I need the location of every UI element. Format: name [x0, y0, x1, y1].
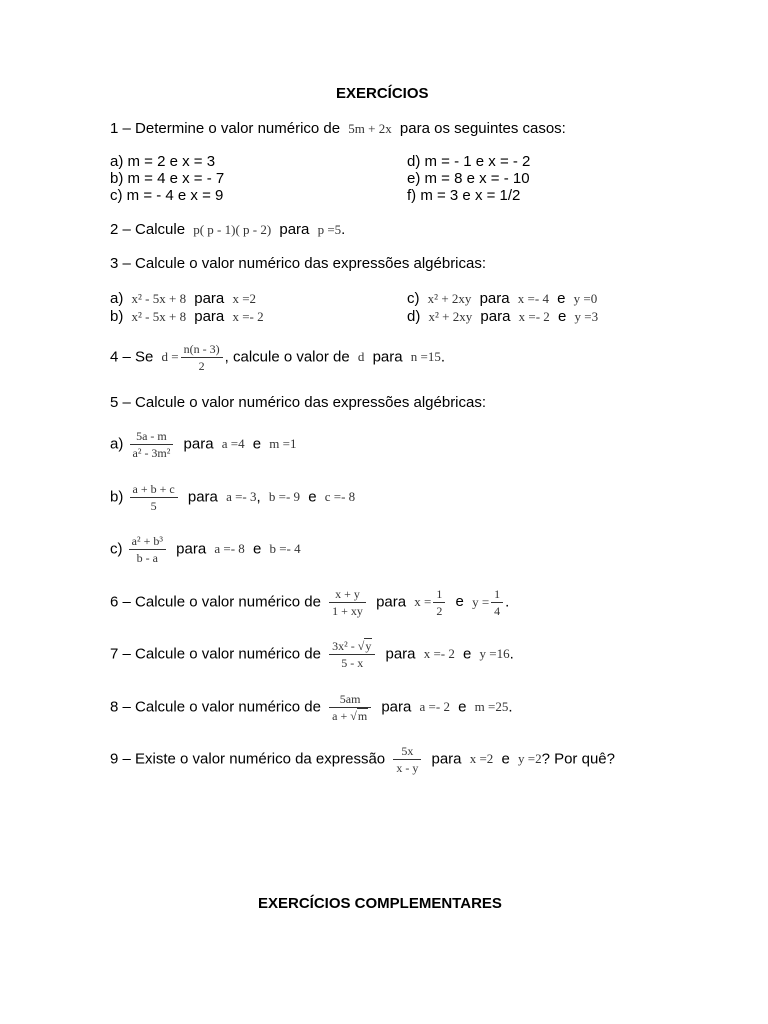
q1-case-e: e) m = 8 e x = - 10: [407, 170, 530, 187]
q5-b-para: para: [187, 488, 218, 506]
q4-text: 4 – Se: [110, 348, 154, 366]
q3-d-condition-1: x =- 2: [518, 309, 550, 324]
q2-text: 2 – Calcule: [110, 221, 186, 238]
q4-condition: n =15: [410, 349, 441, 365]
q5-a-and: e: [252, 435, 262, 453]
q3-c-para: para: [479, 290, 510, 307]
q1-case-f: f) m = 3 e x = 1/2: [407, 187, 521, 204]
question-2: [110, 221, 345, 238]
q5-item-c: [110, 534, 301, 565]
q1-case-b: b) m = 4 e x = - 7: [110, 170, 225, 187]
q5-a-denominator: a² - 3m²: [132, 446, 171, 460]
q8-para: para: [381, 698, 412, 716]
q9-condition-2: y =2: [517, 751, 542, 767]
q7-numerator: 3x² - √y: [329, 639, 375, 655]
q9-fraction: [393, 744, 421, 775]
q4-variable: d: [357, 349, 365, 365]
q3-b-expression: x² - 5x + 8: [131, 309, 187, 324]
q3-c-and: e: [557, 290, 566, 307]
q4-para: para: [372, 348, 403, 366]
q8-condition-2: m =25: [474, 699, 509, 715]
q3-c-condition-1: x =- 4: [517, 291, 549, 306]
q1-case-a: a) m = 2 e x = 3: [110, 153, 216, 170]
page-title: EXERCÍCIOS: [336, 85, 429, 102]
q1-text: 1 – Determine o valor numérico de: [110, 120, 341, 137]
q5-b-label: b): [110, 488, 124, 506]
q8-denominator-radicand: m: [357, 709, 368, 723]
q5-c-fraction: [129, 534, 166, 565]
q7-text: 7 – Calcule o valor numérico de: [110, 645, 321, 663]
q3-d-condition-2: y =3: [574, 309, 599, 324]
q7-numerator-term: 3x² -: [332, 639, 355, 653]
q5-c-denominator: b - a: [136, 551, 158, 565]
question-8: [110, 692, 513, 723]
q5-b-condition-1: a =- 3: [226, 489, 257, 505]
q3-a-condition: x =2: [232, 291, 257, 306]
q7-end: .: [509, 645, 514, 663]
q4-mid-text: , calcule o valor de: [224, 348, 350, 366]
q5-b-condition-3: c =- 8: [324, 489, 356, 505]
q3-c-label: c): [407, 290, 420, 307]
q7-condition-1: x =- 2: [423, 646, 455, 662]
q5-c-numerator: a² + b³: [129, 534, 166, 550]
q3-d-and: e: [557, 308, 567, 325]
q3-c-condition-2: y =0: [573, 291, 598, 306]
q6-y-denominator: 4: [494, 604, 501, 618]
q7-denominator: 5 - x: [341, 656, 364, 670]
q5-b-denominator: 5: [150, 499, 157, 513]
q9-condition-1: x =2: [469, 751, 494, 767]
q4-lhs: d =: [161, 349, 179, 365]
q5-b-comma: ,: [256, 488, 261, 506]
q6-numerator: x + y: [329, 587, 366, 603]
q7-numerator-radicand: y: [365, 639, 372, 653]
question-5: 5 – Calcule o valor numérico das expressões algébricas:: [110, 394, 487, 411]
question-1: [110, 120, 566, 137]
q5-c-condition-2: b =- 4: [269, 541, 301, 557]
q2-expression: p( p - 1)( p - 2): [193, 222, 272, 237]
question-6: [110, 587, 509, 618]
q6-y-label: y =: [472, 594, 490, 610]
q3-b-para: para: [194, 308, 225, 325]
q9-text: 9 – Existe o valor numérico da expressão: [110, 750, 386, 768]
q8-text: 8 – Calcule o valor numérico de: [110, 698, 321, 716]
q3-c-expression: x² + 2xy: [427, 291, 472, 306]
q5-a-numerator: 5a - m: [130, 429, 174, 445]
q5-c-and: e: [252, 540, 262, 558]
q1-case-c: c) m = - 4 e x = 9: [110, 187, 224, 204]
question-7: [110, 639, 514, 670]
q4-end: .: [440, 348, 446, 366]
q1-text-after: para os seguintes casos:: [399, 120, 566, 137]
q6-y-fraction: [491, 587, 503, 618]
q3-d-label: d): [407, 308, 421, 325]
q8-denominator-term: a +: [332, 709, 348, 723]
q2-para: para: [279, 221, 310, 238]
q9-denominator: x - y: [396, 761, 419, 775]
q7-fraction: [329, 639, 375, 670]
q5-b-condition-2: b =- 9: [268, 489, 301, 505]
q5-a-condition-2: m =1: [269, 436, 297, 452]
question-3: 3 – Calcule o valor numérico das expressões algébricas:: [110, 255, 487, 272]
q6-x-denominator: 2: [436, 604, 443, 618]
question-9: [110, 744, 615, 775]
q4-fraction: [181, 342, 223, 373]
q9-end: ? Por quê?: [541, 750, 615, 768]
q5-b-numerator: a + b + c: [130, 482, 178, 498]
q5-b-fraction: [130, 482, 178, 513]
q6-denominator: 1 + xy: [332, 604, 363, 618]
q3-b-condition: x =- 2: [232, 309, 264, 324]
q8-denominator: a + √m: [332, 709, 368, 723]
q4-denominator: 2: [198, 359, 205, 373]
q3-d-expression: x² + 2xy: [428, 309, 473, 324]
q3-a-para: para: [194, 290, 225, 307]
q7-para: para: [385, 645, 416, 663]
q5-item-a: [110, 429, 297, 460]
q9-and: e: [501, 750, 510, 768]
q8-numerator: 5am: [329, 692, 371, 708]
q6-x-numerator: 1: [433, 587, 445, 603]
q8-end: .: [508, 698, 513, 716]
q6-end: .: [505, 593, 510, 611]
q6-x-fraction: [433, 587, 445, 618]
q5-c-label: c): [110, 540, 123, 558]
q9-para: para: [431, 750, 462, 768]
q6-text: 6 – Calcule o valor numérico de: [110, 593, 321, 611]
q3-item-d: [407, 308, 598, 325]
q5-a-condition-1: a =4: [221, 436, 245, 452]
q3-a-expression: x² - 5x + 8: [131, 291, 187, 306]
q7-and: e: [463, 645, 472, 663]
q3-a-label: a): [110, 290, 124, 307]
section-title-complementares: EXERCÍCIOS COMPLEMENTARES: [258, 895, 502, 912]
q6-y-numerator: 1: [491, 587, 503, 603]
q1-expression: 5m + 2x: [348, 121, 392, 136]
q5-c-para: para: [176, 540, 207, 558]
q5-c-condition-1: a =- 8: [214, 541, 245, 557]
q6-para: para: [376, 593, 407, 611]
q1-case-d: d) m = - 1 e x = - 2: [407, 153, 531, 170]
q5-a-para: para: [183, 435, 214, 453]
q4-numerator: n(n - 3): [181, 342, 223, 358]
q8-and: e: [458, 698, 467, 716]
q3-item-a: [110, 290, 256, 307]
q5-a-fraction: [130, 429, 174, 460]
q6-and: e: [455, 593, 464, 611]
question-4: [110, 342, 445, 373]
q3-d-para: para: [480, 308, 511, 325]
q9-numerator: 5x: [393, 744, 421, 760]
q8-condition-1: a =- 2: [419, 699, 450, 715]
q2-condition: p =5: [317, 222, 342, 237]
q5-a-label: a): [110, 435, 124, 453]
q3-b-label: b): [110, 308, 124, 325]
q2-end: .: [341, 221, 346, 238]
q3-item-c: [407, 290, 597, 307]
q7-condition-2: y =16: [479, 646, 510, 662]
q3-item-b: [110, 308, 264, 325]
q8-fraction: [329, 692, 371, 723]
q5-b-and: e: [308, 488, 317, 506]
q6-fraction: [329, 587, 366, 618]
q6-x-label: x =: [414, 594, 432, 610]
q5-item-b: [110, 482, 355, 513]
